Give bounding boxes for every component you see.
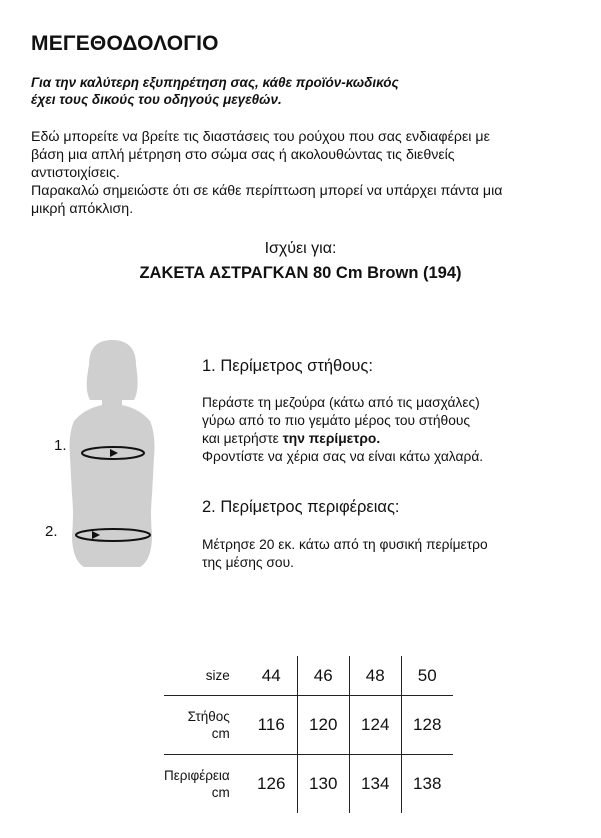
intro-line: μικρή απόκλιση. bbox=[31, 201, 134, 217]
row-label-line: Περιφέρεια bbox=[164, 768, 230, 783]
section-1-line bbox=[202, 430, 582, 448]
intro-line: Εδώ μπορείτε να βρείτε τις διαστάσεις του ρούχου που σας ενδιαφέρει με bbox=[31, 129, 490, 145]
section-1-line: Περάστε τη μεζούρα (κάτω από τις μασχάλες) bbox=[202, 395, 480, 410]
intro-line: Παρακαλώ σημειώστε ότι σε κάθε περίπτωση μπορεί να υπάρχει πάντα μια bbox=[31, 183, 503, 199]
intro-bold-line: Για την καλύτερη εξυπηρέτηση σας, κάθε προϊόν-κωδικός bbox=[31, 75, 399, 90]
table-row bbox=[164, 755, 453, 814]
section-1-text bbox=[202, 394, 582, 466]
section-2-line: Μέτρησε 20 εκ. κάτω από τη φυσική περίμετρο bbox=[202, 537, 488, 552]
page-title: ΜΕΓΕΘΟΔΟΛΟΓΙΟ bbox=[31, 32, 219, 55]
table-cell: 124 bbox=[349, 696, 401, 755]
table-cell: 130 bbox=[297, 755, 349, 814]
table-cell: 116 bbox=[246, 696, 298, 755]
row-label-line: Στήθος bbox=[187, 709, 230, 724]
product-name: ΖΑΚΕΤΑ ΑΣΤΡΑΓΚΑΝ 80 Cm Brown (194) bbox=[139, 264, 462, 282]
applies-label: Ισχύει για: bbox=[264, 240, 337, 257]
table-cell: 138 bbox=[413, 774, 442, 793]
table-cell: 120 bbox=[297, 696, 349, 755]
intro-bold-line: έχει τους δικούς του οδηγούς μεγεθών. bbox=[31, 92, 282, 107]
intro-line: αντιστοιχίσεις. bbox=[31, 165, 120, 181]
section-1-line: γύρω από το πιο γεμάτο μέρος του στήθους bbox=[202, 413, 471, 428]
table-cell: 128 bbox=[401, 696, 453, 755]
row-label-unit: cm bbox=[211, 785, 230, 800]
section-2-title: 2. Περίμετρος περιφέρειας: bbox=[202, 498, 400, 516]
table-cell: 134 bbox=[349, 755, 401, 814]
size-header-cell: 44 bbox=[246, 656, 298, 696]
row-label bbox=[164, 755, 246, 814]
section-1-line-bold: την περίμετρο. bbox=[282, 431, 381, 446]
table-row bbox=[164, 696, 453, 755]
size-header-cell: 50 bbox=[401, 656, 453, 696]
intro-line: βάση μια απλή μέτρηση στο σώμα σας ή ακολουθώντας τις διεθνείς bbox=[31, 147, 455, 163]
size-header-cell: 46 bbox=[297, 656, 349, 696]
size-header-label: size bbox=[164, 656, 246, 696]
section-2-text bbox=[202, 536, 582, 572]
row-label bbox=[164, 696, 246, 755]
size-header-cell: 48 bbox=[349, 656, 401, 696]
size-table bbox=[164, 656, 453, 813]
body-silhouette-figure bbox=[62, 335, 202, 575]
figure-marker-2: 2. bbox=[45, 523, 58, 540]
intro-text bbox=[31, 128, 571, 218]
row-label-unit: cm bbox=[211, 726, 230, 741]
section-1-line-prefix: και μετρήστε bbox=[202, 431, 283, 446]
section-1-line: Φροντίστε να χέρια σας να είναι κάτω χαλαρά. bbox=[202, 449, 484, 464]
figure-marker-1: 1. bbox=[54, 437, 67, 454]
size-table-header-row bbox=[164, 656, 453, 696]
section-1-title: 1. Περίμετρος στήθους: bbox=[202, 357, 373, 375]
intro-bold-text bbox=[31, 74, 551, 108]
table-cell: 126 bbox=[246, 755, 298, 814]
section-2-line: της μέσης σου. bbox=[202, 555, 294, 570]
